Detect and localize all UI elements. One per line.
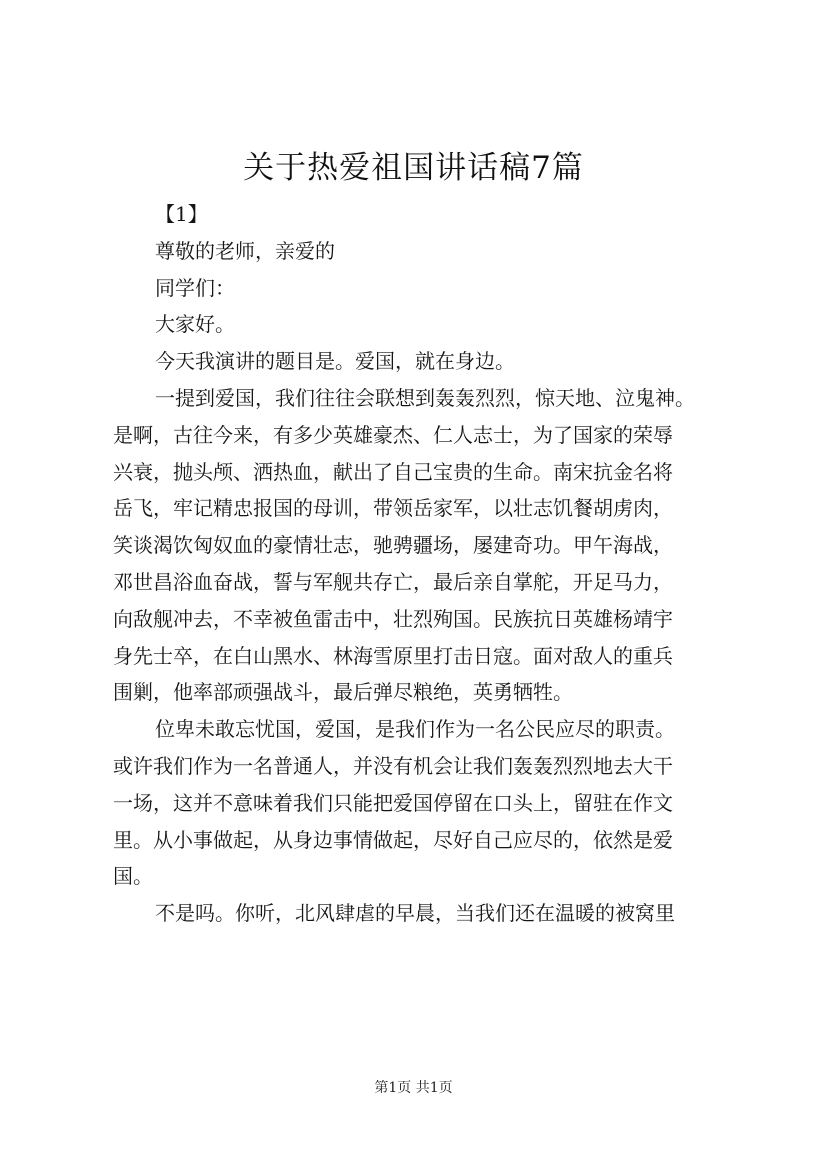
section-heading: 【1】 bbox=[155, 202, 208, 226]
salutation-line: 尊敬的老师，亲爱的 bbox=[155, 238, 335, 263]
paragraph-line: 一场，这并不意味着我们只能把爱国停留在口头上，留驻在作文 bbox=[113, 790, 673, 815]
document-body bbox=[113, 196, 743, 932]
paragraph-line: 兴衰，抛头颅、洒热血，献出了自己宝贵的生命。南宋抗金名将 bbox=[113, 459, 673, 484]
salutation-line: 同学们： bbox=[155, 275, 235, 300]
paragraph-line: 邓世昌浴血奋战，誓与军舰共存亡，最后亲自掌舵，开足马力， bbox=[113, 569, 673, 594]
page-number-footer: 第1页 共1页 bbox=[374, 1080, 453, 1096]
paragraph-line: 不是吗。你听，北风肆虐的早晨，当我们还在温暖的被窝里 bbox=[155, 901, 675, 926]
paragraph-line: 今天我演讲的题目是。爱国，就在身边。 bbox=[155, 349, 515, 374]
greeting-line: 大家好。 bbox=[155, 312, 235, 337]
document-title: 关于热爱祖国讲话稿7篇 bbox=[243, 150, 584, 186]
paragraph-line: 向敌舰冲去，不幸被鱼雷击中，壮烈殉国。民族抗日英雄杨靖宇 bbox=[113, 606, 673, 631]
paragraph-line: 或许我们作为一名普通人，并没有机会让我们轰轰烈烈地去大干 bbox=[113, 753, 673, 778]
paragraph-line: 笑谈渴饮匈奴血的豪情壮志，驰骋疆场，屡建奇功。甲午海战， bbox=[113, 533, 673, 558]
paragraph-line: 身先士卒，在白山黑水、林海雪原里打击日寇。面对敌人的重兵 bbox=[113, 643, 673, 668]
paragraph-line: 位卑未敢忘忧国，爱国，是我们作为一名公民应尽的职责。 bbox=[155, 717, 675, 742]
paragraph-line: 里。从小事做起，从身边事情做起，尽好自己应尽的，依然是爱 bbox=[113, 827, 673, 852]
paragraph-line: 岳飞，牢记精忠报国的母训，带领岳家军，以壮志饥餐胡虏肉， bbox=[113, 496, 673, 521]
paragraph-line: 是啊，古往今来，有多少英雄豪杰、仁人志士，为了国家的荣辱 bbox=[113, 422, 673, 447]
paragraph-line: 围剿，他率部顽强战斗，最后弹尽粮绝，英勇牺牲。 bbox=[113, 680, 573, 705]
paragraph-line: 国。 bbox=[113, 864, 153, 889]
paragraph-line: 一提到爱国，我们往往会联想到轰轰烈烈，惊天地、泣鬼神。 bbox=[155, 385, 695, 410]
